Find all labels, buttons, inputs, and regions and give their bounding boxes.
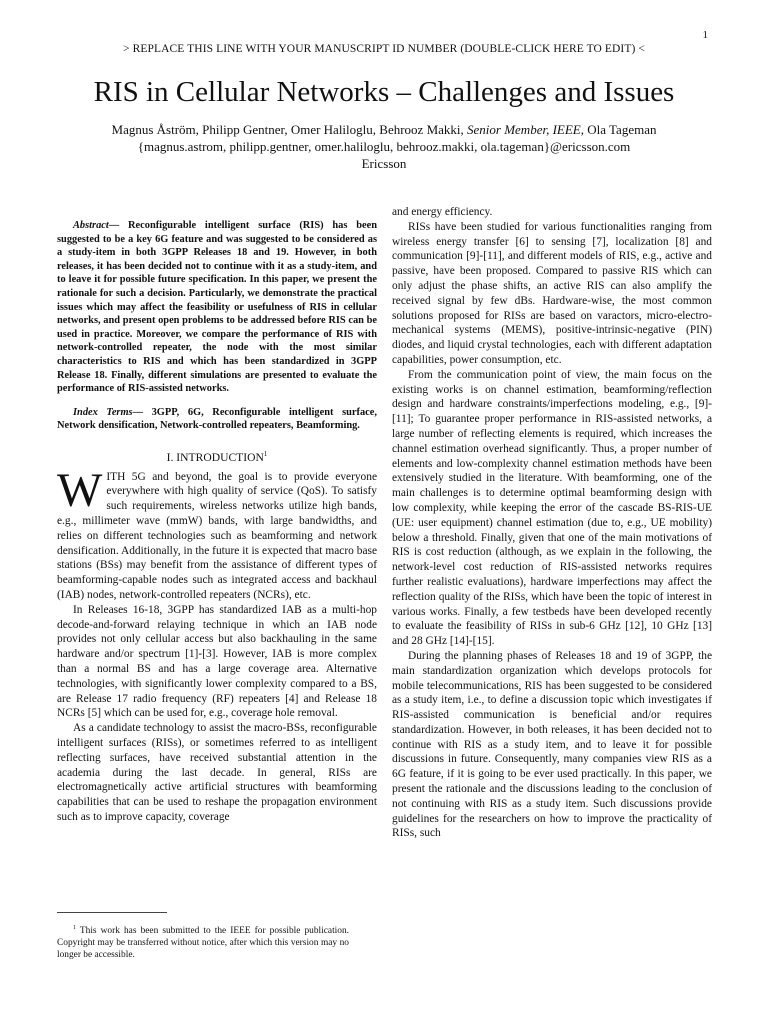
index-terms [57, 406, 377, 433]
footnote-marker: 1 [263, 449, 268, 458]
abstract-label: Abstract [73, 220, 109, 231]
abstract-text: Reconfigurable intelligent surface (RIS) has been suggested to be a key 6G feature and was suggested to be considered as a study-item in both 3GPP Releases 18 and 19. However, in both releases, it has been decided not to continue with it as a study-item, and to leave it for possible future specification. In this paper, we present the rationale for such a decision. Particularly, we demonstrate the practical issues which may affect the feasibility or usefulness of RIS in cellular networks, and present open problems to be addressed before RIS can be used in practice. Moreover, we compare the performance of RIS with network-controlled repeater, the node with the most similar characteristics to RIS and which has been standardized in 3GPP Release 18. Finally, different simulations are presented to evaluate the performance of RIS-assisted networks. [57, 220, 377, 395]
intro-paragraph-1 [57, 463, 377, 603]
manuscript-id-header: > REPLACE THIS LINE WITH YOUR MANUSCRIPT ID NUMBER (DOUBLE-CLICK HERE TO EDIT) < [123, 43, 645, 55]
footnote-number: 1 [73, 925, 76, 931]
author-emails: {magnus.astrom, philipp.gentner, omer.haliloglu, behrooz.makki, ola.tageman}@ericsson.com [137, 139, 631, 154]
author-names [0, 121, 768, 138]
right-paragraph-1: RISs have been studied for various functionalities ranging from wireless energy transfer [6] to sensing [7], localization [8] and communication [9]-[11], and different models of RIS, e.g., active and passive, have been proposed. Compared to passive RIS which can only adjust the phase shifts, an active RIS can also amplify the received signal by few dBs. Hardware-wise, the most common solutions proposed for RISs are based on varactors, micro-electro-mechanical systems (MEMS), positive-intrinsic-negative (PIN) diodes, and liquid crystal technologies, each with different adaptation capabilities, power consumption, etc. [392, 220, 712, 366]
right-continuation: and energy efficiency. [392, 206, 493, 218]
right-paragraph-3: During the planning phases of Releases 18 and 19 of 3GPP, the main standardization organization which develops protocols for mobile telecommunications, RIS has been suggested to be considered as a study item, i.e., to define a discussion topic which investigates if RIS-assisted communication is beneficial and/or requires standardization. However, in both releases, it has been decided not to continue with RIS as a study item, and to leave it for possible discussions in future. Consequently, many companies view RIS as a 6G feature, if it is going to be ever used practically. In this paper, we present the rationale and the discussions leading to the conclusion of not continuing with RIS as a study item. Such discussions provide guidelines for the researchers on how to improve the practicality of RISs, such [392, 649, 712, 840]
left-column [57, 205, 377, 825]
footnote [57, 922, 349, 961]
footnote-divider [57, 912, 167, 913]
index-terms-text: 3GPP, 6G, Reconfigurable intelligent surface, Network densification, Network-controlled repeaters, Beamforming. [57, 406, 377, 432]
abstract-dash: — [108, 220, 129, 231]
section-heading-introduction [57, 447, 377, 466]
author-role: Senior Member, IEEE [467, 122, 581, 137]
author-names-last: , Ola Tageman [580, 122, 657, 137]
index-terms-dash: — [132, 406, 152, 418]
footnote-text: This work has been submitted to the IEEE for possible publication. Copyright may be transferred without notice, after which this version may no longer be accessible. [57, 926, 349, 961]
intro-paragraph-2: In Releases 16-18, 3GPP has standardized IAB as a multi-hop decode-and-forward relaying technique in which an IAB node provides not only cellular access but also backhauling in the same hardware and/or spectrum [1]-[3]. However, IAB is more complex than a normal BS and has a large coverage area. Alternative technologies, with significantly lower complexity compared to a BS, are Release 17 radio frequency (RF) repeaters [4] and Release 18 NCRs [5] which can be used for, e.g., coverage hole removal. [57, 603, 377, 720]
abstract [57, 219, 377, 396]
drop-cap: W [57, 463, 103, 517]
intro-paragraph-1-text: ITH 5G and beyond, the goal is to provide everyone everywhere with high quality of service (QoS). To satisfy such requirements, wireless networks utilize high bands, e.g., millimeter wave (mmW) bands, with large bandwidths, and relies on different technologies such as beamforming and network densification. Additionally, in the future it is expected that macro base stations (BSs) may benefit from the assistance of different types of beamforming-capable nodes such as integrated access and backhaul (IAB) nodes, network-controlled repeaters (NCRs), etc. [57, 470, 377, 601]
author-affiliation: Ericsson [361, 156, 407, 171]
intro-paragraph-3: As a candidate technology to assist the macro-BSs, reconfigurable intelligent surfaces (RISs), or sometimes referred to as intelligent reflecting surfaces, have received substantial attention in the academia during the last decade. In general, RISs are electromagnetically active artificial structures with beamforming capabilities that can be used to reshape the propagation environment such as to improve capacity, coverage [57, 722, 377, 823]
section-heading-text: I. INTRODUCTION [166, 450, 264, 464]
right-column [392, 205, 712, 841]
paper-title: RIS in Cellular Networks – Challenges and Issues [93, 76, 675, 108]
right-paragraph-2: From the communication point of view, the main focus on the existing works is on channel estimation, beamforming/reflection design and hardware constraints/imperfections modeling, e.g., [9]-[11]; To guarantee proper performance in RIS-assisted networks, a large number of reflecting elements is required, which increases the channel estimation overhead significantly. Thus, a proper number of elements and low-complexity channel estimation methods have been extensively studied in the literature. With beamforming, one of the main challenges is to determine optimal beamforming design with low complexity, while keeping the error of the cascade BS-RIS-UE (UE: user equipment) channel estimation (due to, e.g., UE mobility) below a threshold. Finally, given that one of the main motivations of RIS is cost reduction (although, as we explain in the following, the network-level cost reduction of RIS-assisted networks requires further realistic evaluations), hardware imperfections may affect the reflection quality of the RISs, which have been the topic of interest in various works. Finally, a few testbeds have been developed recently to evaluate the feasibility of RISs in sub-6 GHz [12], 10 GHz [13] and 28 GHz [14]-[15]. [392, 368, 712, 648]
author-block [0, 121, 768, 172]
author-names-main: Magnus Åström, Philipp Gentner, Omer Haliloglu, Behrooz Makki, [111, 122, 468, 137]
index-terms-label: Index Terms [73, 406, 133, 418]
page-number: 1 [702, 29, 708, 41]
